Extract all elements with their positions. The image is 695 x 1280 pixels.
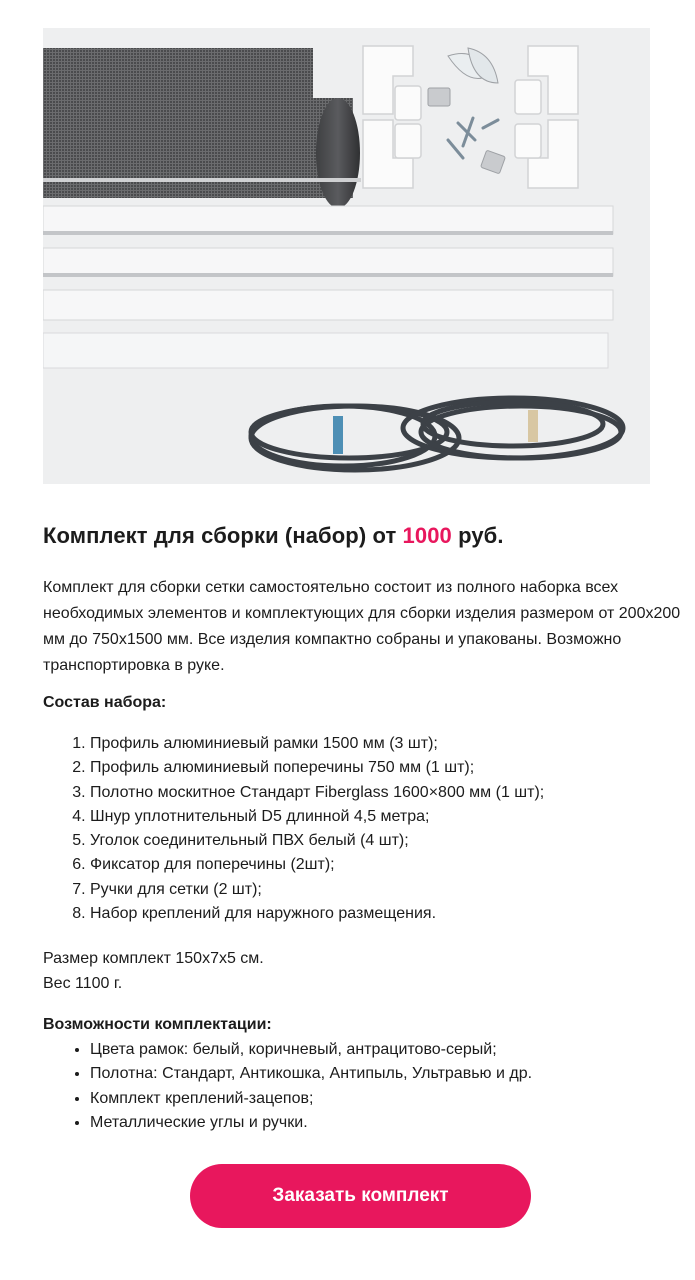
list-item: • Комплект креплений-зацепов;: [90, 1087, 695, 1111]
list-item: 4. Шнур уплотнительный D5 длинной 4,5 метра;: [90, 805, 695, 829]
page-title: [43, 520, 683, 552]
contents-list: [43, 732, 695, 926]
list-item: 5. Уголок соединительный ПВХ белый (4 шт);: [90, 829, 695, 853]
options-heading: Возможности комплектации:: [43, 1016, 272, 1033]
size-text: Размер комплект 150х7х5 см.: [43, 950, 264, 967]
weight-text: Вес 1100 г.: [43, 975, 123, 992]
product-photo: [43, 28, 650, 484]
title-suffix: руб.: [451, 523, 504, 548]
description-text: Комплект для сборки сетки самостоятельно состоит из полного наборка всех необходимых элементов и комплектующих для сборки изделия размером от 200х200 мм до 750х1500 мм. Все изделия компактно собраны и упакованы. Возможно транспортировка в руке.: [43, 579, 681, 674]
list-item: 7. Ручки для сетки (2 шт);: [90, 878, 695, 902]
list-item: 3. Полотно москитное Стандарт Fiberglass 1600×800 мм (1 шт);: [90, 781, 695, 805]
list-item: 6. Фиксатор для поперечины (2шт);: [90, 853, 695, 877]
price: 1000: [402, 523, 452, 548]
list-item: 8. Набор креплений для наружного размещения.: [90, 902, 695, 926]
title-prefix: Комплект для сборки (набор) от: [43, 523, 403, 548]
product-specs: [43, 946, 264, 996]
product-description: [43, 575, 688, 679]
options-list: [43, 1038, 695, 1135]
list-item: • Цвета рамок: белый, коричневый, антрацитово-серый;: [90, 1038, 695, 1062]
list-item: • Металлические углы и ручки.: [90, 1111, 695, 1135]
order-kit-button[interactable]: Заказать комплект: [190, 1164, 531, 1228]
list-item: 1. Профиль алюминиевый рамки 1500 мм (3 шт);: [90, 732, 695, 756]
list-item: 2. Профиль алюминиевый поперечины 750 мм (1 шт);: [90, 756, 695, 780]
contents-heading: Состав набора:: [43, 694, 167, 711]
list-item: • Полотна: Стандарт, Антикошка, Антипыль, Ультравью и др.: [90, 1062, 695, 1086]
